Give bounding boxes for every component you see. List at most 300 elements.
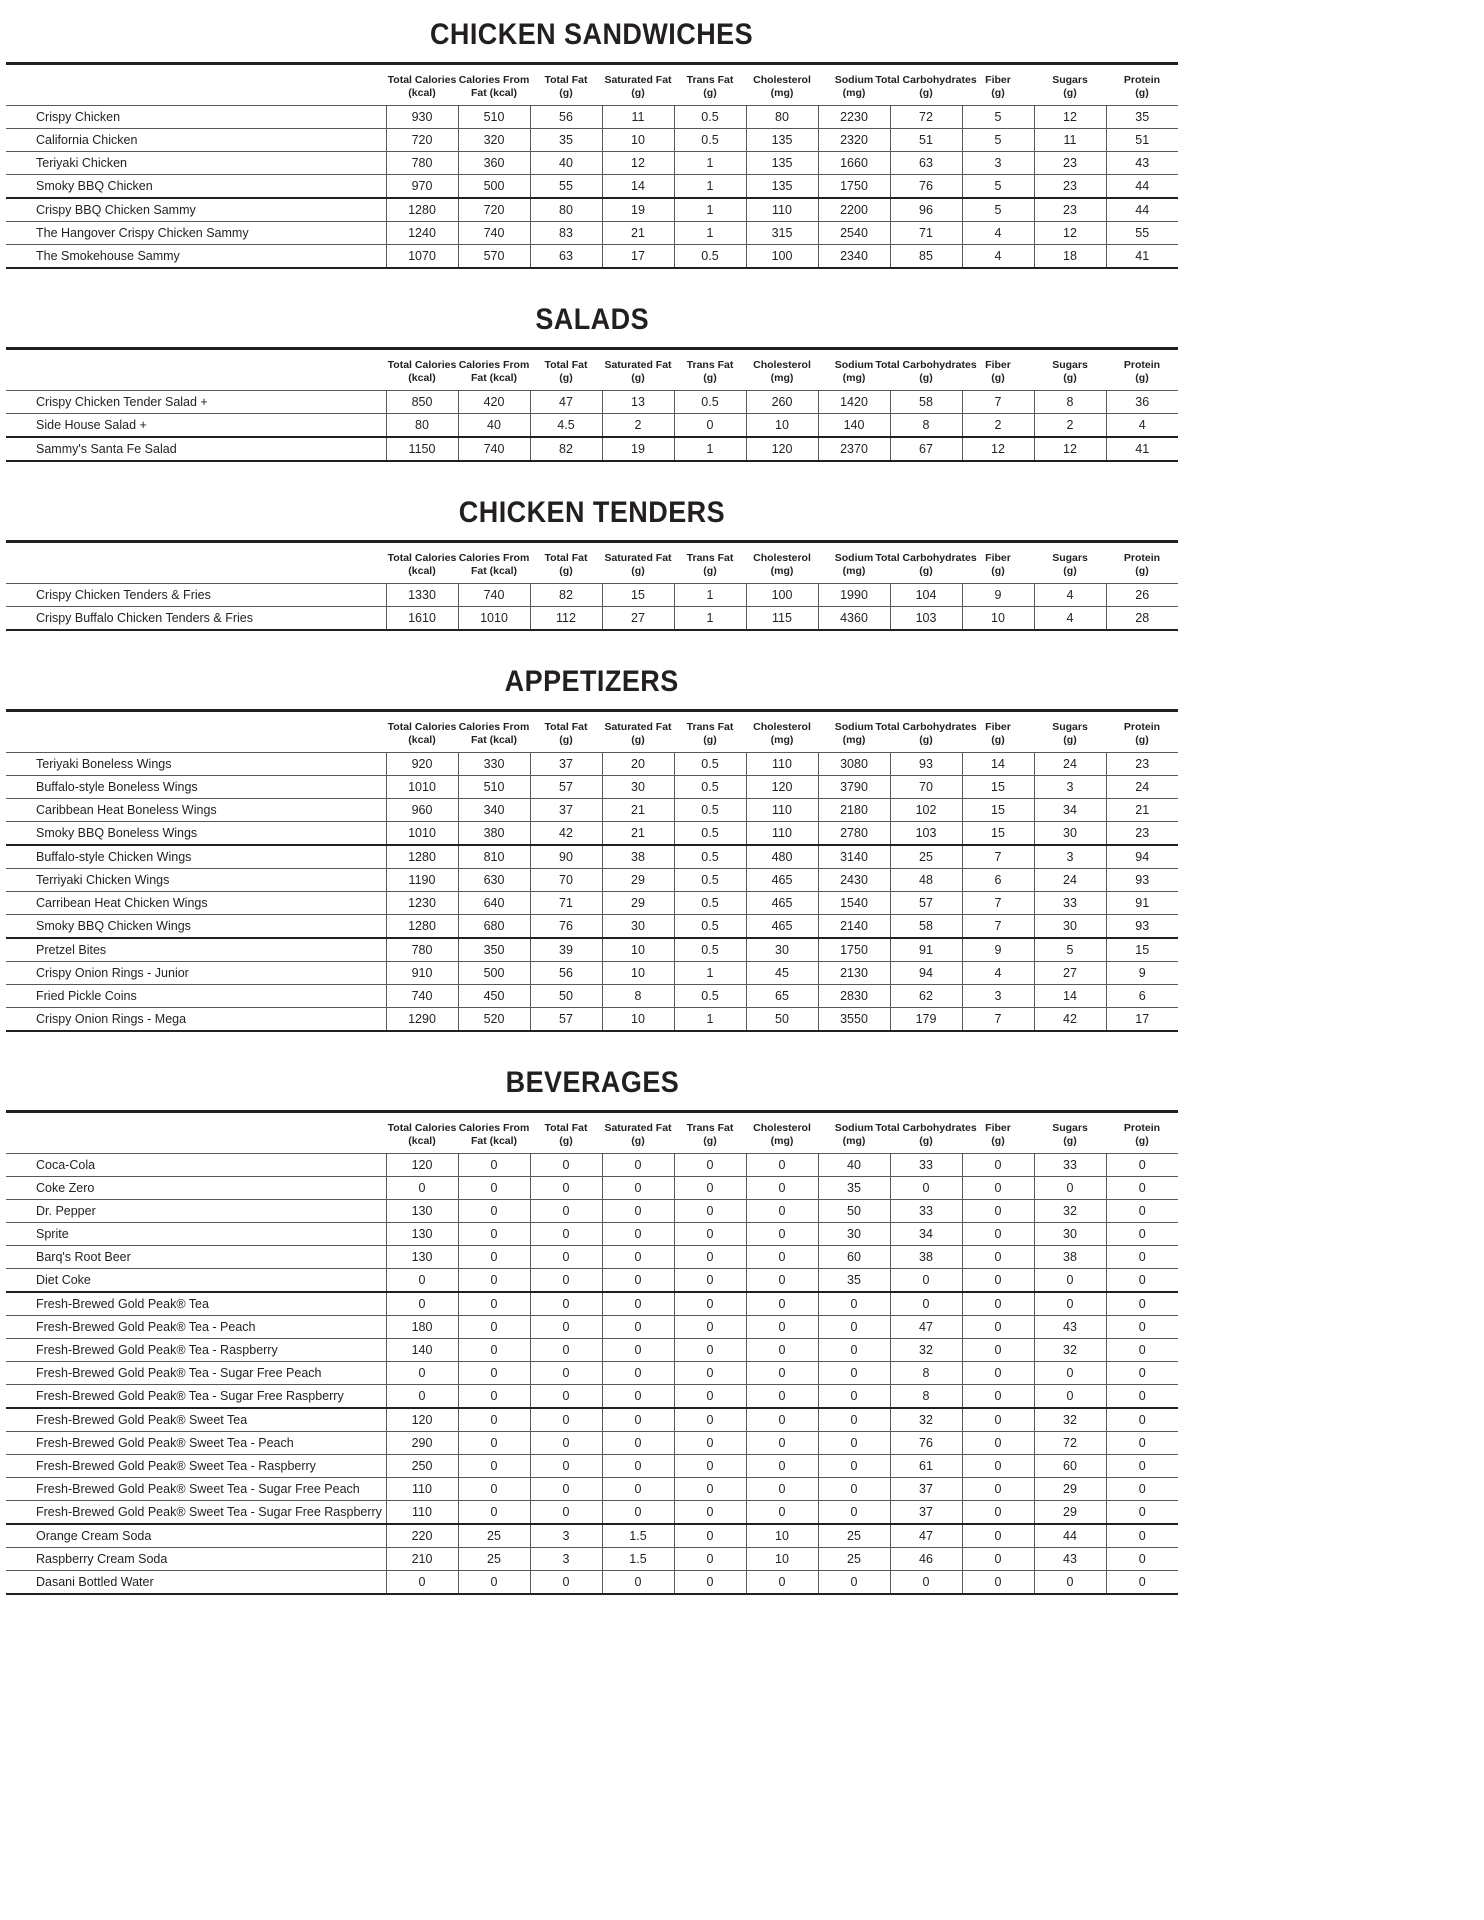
item-name-column-header (6, 711, 386, 753)
item-value: 0 (674, 1548, 746, 1571)
item-value: 40 (458, 414, 530, 438)
column-header-line2: (mg) (842, 86, 866, 99)
item-value: 47 (890, 1524, 962, 1548)
item-value: 38 (602, 845, 674, 869)
item-value: 2140 (818, 915, 890, 939)
item-value: 0 (1034, 1177, 1106, 1200)
column-header-line1: Total Calories (387, 1121, 457, 1134)
item-value: 1280 (386, 845, 458, 869)
item-value: 0 (458, 1154, 530, 1177)
item-value: 0 (602, 1362, 674, 1385)
column-header-line1: Saturated Fat (604, 358, 672, 371)
item-name: Crispy Onion Rings - Junior (6, 962, 386, 985)
item-value: 13 (602, 391, 674, 414)
column-header-line1: Total Carbohydrates (875, 73, 977, 86)
section-title-text: SALADS (535, 303, 649, 336)
item-value: 0 (602, 1269, 674, 1293)
item-value: 19 (602, 198, 674, 222)
column-header-line1: Sugars (1052, 73, 1088, 86)
item-name: Teriyaki Boneless Wings (6, 753, 386, 776)
item-value: 35 (1106, 106, 1178, 129)
item-value: 0 (458, 1478, 530, 1501)
column-header-line1: Calories From (458, 358, 530, 371)
item-value: 44 (1106, 198, 1178, 222)
column-header-line1: Sodium (834, 720, 874, 733)
item-value: 110 (386, 1501, 458, 1525)
column-header-line2: (g) (559, 86, 573, 99)
item-value: 140 (386, 1339, 458, 1362)
section-title (6, 496, 1178, 530)
column-header-line1: Cholesterol (753, 73, 811, 86)
item-value: 38 (890, 1246, 962, 1269)
item-value: 47 (530, 391, 602, 414)
item-value: 960 (386, 799, 458, 822)
item-value: 0 (1106, 1432, 1178, 1455)
item-value: 2 (1034, 414, 1106, 438)
item-value: 23 (1106, 753, 1178, 776)
item-value: 179 (890, 1008, 962, 1032)
item-value: 32 (890, 1339, 962, 1362)
column-header-line2: (g) (559, 733, 573, 746)
column-header-line1: Fiber (985, 1121, 1011, 1134)
item-value: 0.5 (674, 892, 746, 915)
item-value: 91 (890, 938, 962, 962)
table-row (6, 584, 1178, 607)
column-header (1034, 64, 1106, 106)
item-value: 83 (530, 222, 602, 245)
item-value: 0.5 (674, 753, 746, 776)
item-value: 0 (818, 1571, 890, 1595)
item-value: 0 (962, 1385, 1034, 1409)
item-value: 15 (1106, 938, 1178, 962)
item-value: 0 (746, 1339, 818, 1362)
item-value: 41 (1106, 245, 1178, 269)
section-title-text: CHICKEN SANDWICHES (430, 18, 754, 51)
item-value: 21 (602, 222, 674, 245)
item-value: 23 (1034, 175, 1106, 199)
item-value: 0 (962, 1292, 1034, 1316)
item-name: Fresh-Brewed Gold Peak® Tea - Peach (6, 1316, 386, 1339)
item-value: 25 (458, 1524, 530, 1548)
item-name: Orange Cream Soda (6, 1524, 386, 1548)
table-row (6, 1008, 1178, 1032)
item-value: 0 (458, 1385, 530, 1409)
item-name: Smoky BBQ Chicken Wings (6, 915, 386, 939)
table-row (6, 985, 1178, 1008)
item-value: 44 (1106, 175, 1178, 199)
column-header-line2: (g) (1135, 1134, 1149, 1147)
nutrition-table (6, 709, 1178, 1032)
column-header (458, 64, 530, 106)
column-header-text (835, 359, 874, 385)
table-row (6, 1316, 1178, 1339)
item-value: 7 (962, 845, 1034, 869)
item-name: The Smokehouse Sammy (6, 245, 386, 269)
column-header-line2: (mg) (770, 1134, 794, 1147)
item-value: 1290 (386, 1008, 458, 1032)
section-title (6, 303, 1178, 337)
column-header-text (388, 552, 457, 578)
table-row (6, 1200, 1178, 1223)
column-header-line1: Sodium (834, 1121, 874, 1134)
item-value: 8 (890, 1385, 962, 1409)
table-row (6, 129, 1178, 152)
item-value: 0 (386, 1292, 458, 1316)
item-value: 810 (458, 845, 530, 869)
item-value: 43 (1106, 152, 1178, 175)
menu-section (6, 303, 1178, 462)
table-row (6, 1269, 1178, 1293)
item-value: 34 (1034, 799, 1106, 822)
item-value: 7 (962, 1008, 1034, 1032)
item-value: 0.5 (674, 915, 746, 939)
column-header (962, 64, 1034, 106)
column-header-line1: Calories From (458, 551, 530, 564)
item-value: 19 (602, 437, 674, 461)
item-value: 3 (530, 1548, 602, 1571)
item-value: 0 (530, 1269, 602, 1293)
item-value: 3 (1034, 845, 1106, 869)
item-value: 0 (746, 1154, 818, 1177)
column-header-line2: (g) (991, 564, 1005, 577)
column-header-text (753, 359, 811, 385)
item-value: 0 (458, 1316, 530, 1339)
item-value: 0 (458, 1292, 530, 1316)
column-header (530, 64, 602, 106)
item-value: 340 (458, 799, 530, 822)
item-value: 0 (818, 1316, 890, 1339)
item-value: 465 (746, 915, 818, 939)
item-name: Crispy BBQ Chicken Sammy (6, 198, 386, 222)
item-value: 94 (890, 962, 962, 985)
item-name-column-header (6, 64, 386, 106)
item-value: 37 (890, 1501, 962, 1525)
column-header-line1: Total Carbohydrates (875, 1121, 977, 1134)
column-header-text (1124, 359, 1160, 385)
item-name: Coca-Cola (6, 1154, 386, 1177)
item-name: Dr. Pepper (6, 1200, 386, 1223)
column-header (1034, 711, 1106, 753)
item-value: 4 (1034, 607, 1106, 631)
column-header (386, 711, 458, 753)
item-value: 0 (458, 1408, 530, 1432)
item-value: 30 (746, 938, 818, 962)
item-value: 0 (602, 1339, 674, 1362)
table-row (6, 776, 1178, 799)
item-name: Sammy's Santa Fe Salad (6, 437, 386, 461)
item-name: California Chicken (6, 129, 386, 152)
item-value: 51 (890, 129, 962, 152)
item-value: 0 (1034, 1362, 1106, 1385)
item-value: 180 (386, 1316, 458, 1339)
item-value: 35 (818, 1269, 890, 1293)
item-value: 350 (458, 938, 530, 962)
item-value: 1230 (386, 892, 458, 915)
item-value: 0 (818, 1478, 890, 1501)
item-value: 480 (746, 845, 818, 869)
item-name-column-header (6, 1112, 386, 1154)
column-header (746, 711, 818, 753)
column-header-text (545, 1122, 588, 1148)
column-header-line2: (g) (1063, 86, 1077, 99)
table-row (6, 892, 1178, 915)
column-header (1034, 1112, 1106, 1154)
item-name: Crispy Buffalo Chicken Tenders & Fries (6, 607, 386, 631)
item-value: 10 (746, 1524, 818, 1548)
item-value: 0 (674, 1339, 746, 1362)
column-header-line1: Sodium (834, 551, 874, 564)
item-value: 3790 (818, 776, 890, 799)
item-value: 1280 (386, 915, 458, 939)
item-value: 0 (962, 1362, 1034, 1385)
item-value: 50 (530, 985, 602, 1008)
item-value: 0 (602, 1455, 674, 1478)
column-header-text (604, 74, 671, 100)
column-header-line2: (g) (703, 1134, 717, 1147)
column-header-text (687, 359, 734, 385)
column-header-line1: Sodium (834, 358, 874, 371)
column-header-line1: Saturated Fat (604, 1121, 672, 1134)
item-value: 110 (386, 1478, 458, 1501)
item-value: 29 (602, 869, 674, 892)
table-row (6, 245, 1178, 269)
column-header-text (604, 721, 671, 747)
item-value: 0 (1106, 1408, 1178, 1432)
item-name: Dasani Bottled Water (6, 1571, 386, 1595)
column-header-line2: (g) (1135, 86, 1149, 99)
item-value: 0 (530, 1339, 602, 1362)
item-name: Barq's Root Beer (6, 1246, 386, 1269)
item-value: 29 (1034, 1478, 1106, 1501)
item-value: 1 (674, 437, 746, 461)
column-header-text (985, 721, 1011, 747)
item-value: 0 (530, 1200, 602, 1223)
item-value: 7 (962, 892, 1034, 915)
item-value: 3550 (818, 1008, 890, 1032)
item-value: 14 (962, 753, 1034, 776)
column-header-line1: Trans Fat (686, 1121, 734, 1134)
item-name: Fresh-Brewed Gold Peak® Sweet Tea - Peach (6, 1432, 386, 1455)
item-value: 27 (602, 607, 674, 631)
column-header-line1: Calories From (458, 1121, 530, 1134)
item-value: 0 (1034, 1292, 1106, 1316)
item-value: 51 (1106, 129, 1178, 152)
item-value: 33 (1034, 892, 1106, 915)
item-value: 0 (818, 1385, 890, 1409)
column-header (674, 1112, 746, 1154)
item-value: 0 (746, 1200, 818, 1223)
column-header-text (1124, 74, 1160, 100)
column-header (1106, 64, 1178, 106)
item-value: 0 (962, 1548, 1034, 1571)
item-value: 3080 (818, 753, 890, 776)
item-value: 7 (962, 391, 1034, 414)
item-value: 12 (602, 152, 674, 175)
column-header-line1: Saturated Fat (604, 551, 672, 564)
column-header-text (545, 721, 588, 747)
item-value: 72 (890, 106, 962, 129)
column-header-line1: Calories From (458, 720, 530, 733)
table-row (6, 1177, 1178, 1200)
table-row (6, 1524, 1178, 1548)
item-value: 0 (818, 1455, 890, 1478)
item-value: 0 (458, 1362, 530, 1385)
item-value: 0 (386, 1177, 458, 1200)
column-header-text (687, 74, 734, 100)
item-value: 0.5 (674, 129, 746, 152)
table-row (6, 391, 1178, 414)
item-value: 0 (962, 1408, 1034, 1432)
item-value: 0 (746, 1223, 818, 1246)
item-value: 8 (890, 414, 962, 438)
column-header (875, 711, 977, 753)
item-value: 0 (674, 414, 746, 438)
item-value: 1 (674, 962, 746, 985)
column-header-line1: Total Fat (544, 551, 588, 564)
column-header (674, 711, 746, 753)
column-header-line2: (g) (919, 86, 933, 99)
header-row (6, 542, 1178, 584)
item-value: 720 (386, 129, 458, 152)
item-value: 100 (746, 584, 818, 607)
column-header-line2: (g) (703, 564, 717, 577)
item-value: 110 (746, 753, 818, 776)
item-value: 1 (674, 152, 746, 175)
column-header-line2: (g) (631, 1134, 645, 1147)
item-value: 320 (458, 129, 530, 152)
column-header-line1: Trans Fat (686, 73, 734, 86)
column-header-text (753, 552, 811, 578)
table-row (6, 753, 1178, 776)
column-header-line2: (g) (991, 371, 1005, 384)
column-header-line1: Cholesterol (753, 720, 811, 733)
item-value: 2540 (818, 222, 890, 245)
item-value: 5 (962, 106, 1034, 129)
item-value: 80 (746, 106, 818, 129)
item-value: 0 (746, 1362, 818, 1385)
column-header (1034, 542, 1106, 584)
item-value: 1150 (386, 437, 458, 461)
item-value: 910 (386, 962, 458, 985)
item-value: 0.5 (674, 391, 746, 414)
nutrition-table (6, 62, 1178, 269)
item-value: 0 (818, 1292, 890, 1316)
item-value: 42 (1034, 1008, 1106, 1032)
item-value: 76 (890, 1432, 962, 1455)
item-value: 0 (602, 1501, 674, 1525)
item-value: 25 (890, 845, 962, 869)
column-header-line2: (g) (559, 1134, 573, 1147)
column-header-line2: (g) (991, 86, 1005, 99)
section-title-text: APPETIZERS (504, 665, 680, 698)
item-name: Side House Salad + (6, 414, 386, 438)
column-header (530, 1112, 602, 1154)
table-row (6, 1223, 1178, 1246)
item-value: 130 (386, 1246, 458, 1269)
item-value: 1330 (386, 584, 458, 607)
column-header-line2: (g) (631, 86, 645, 99)
item-value: 0 (962, 1524, 1034, 1548)
item-value: 76 (530, 915, 602, 939)
column-header-line1: Cholesterol (753, 551, 811, 564)
item-value: 1 (674, 1008, 746, 1032)
item-value: 10 (602, 129, 674, 152)
item-name: Smoky BBQ Chicken (6, 175, 386, 199)
item-value: 10 (746, 414, 818, 438)
column-header-text (985, 552, 1011, 578)
item-value: 96 (890, 198, 962, 222)
item-value: 740 (458, 584, 530, 607)
item-name: Fresh-Brewed Gold Peak® Tea (6, 1292, 386, 1316)
item-value: 0 (1106, 1524, 1178, 1548)
item-value: 920 (386, 753, 458, 776)
item-value: 0 (458, 1571, 530, 1595)
column-header-text (459, 721, 530, 747)
item-value: 32 (890, 1408, 962, 1432)
column-header-line1: Fiber (985, 720, 1011, 733)
item-value: 26 (1106, 584, 1178, 607)
section-title-text: CHICKEN TENDERS (458, 496, 726, 529)
item-value: 0 (602, 1154, 674, 1177)
item-value: 32 (1034, 1408, 1106, 1432)
item-value: 103 (890, 607, 962, 631)
item-name: Crispy Chicken (6, 106, 386, 129)
item-name: Fresh-Brewed Gold Peak® Tea - Sugar Free Peach (6, 1362, 386, 1385)
item-value: 62 (890, 985, 962, 1008)
item-value: 0 (890, 1292, 962, 1316)
item-value: 315 (746, 222, 818, 245)
item-value: 0 (1106, 1385, 1178, 1409)
item-value: 680 (458, 915, 530, 939)
item-value: 4 (1106, 414, 1178, 438)
column-header (458, 542, 530, 584)
item-value: 0 (962, 1200, 1034, 1223)
item-value: 65 (746, 985, 818, 1008)
item-value: 30 (602, 776, 674, 799)
column-header-line1: Total Fat (544, 720, 588, 733)
header-row (6, 349, 1178, 391)
column-header-line1: Sugars (1052, 551, 1088, 564)
item-value: 60 (818, 1246, 890, 1269)
item-value: 0 (1106, 1200, 1178, 1223)
column-header-line1: Calories From (458, 73, 530, 86)
item-value: 780 (386, 938, 458, 962)
item-value: 0 (818, 1362, 890, 1385)
item-value: 0 (530, 1408, 602, 1432)
column-header-text (753, 1122, 811, 1148)
item-value: 37 (530, 753, 602, 776)
item-value: 2230 (818, 106, 890, 129)
column-header (875, 542, 977, 584)
item-value: 21 (602, 799, 674, 822)
item-name: Crispy Chicken Tender Salad + (6, 391, 386, 414)
column-header (674, 542, 746, 584)
item-value: 0 (962, 1455, 1034, 1478)
column-header-text (604, 552, 671, 578)
column-header (602, 711, 674, 753)
item-value: 520 (458, 1008, 530, 1032)
column-header (962, 349, 1034, 391)
item-value: 0 (674, 1223, 746, 1246)
item-value: 0 (458, 1177, 530, 1200)
item-value: 640 (458, 892, 530, 915)
item-name: Fresh-Brewed Gold Peak® Sweet Tea - Sugar Free Raspberry (6, 1501, 386, 1525)
item-value: 420 (458, 391, 530, 414)
item-value: 0 (530, 1571, 602, 1595)
column-header (530, 711, 602, 753)
item-name: Fresh-Brewed Gold Peak® Tea - Sugar Free Raspberry (6, 1385, 386, 1409)
item-name: Fresh-Brewed Gold Peak® Sweet Tea (6, 1408, 386, 1432)
